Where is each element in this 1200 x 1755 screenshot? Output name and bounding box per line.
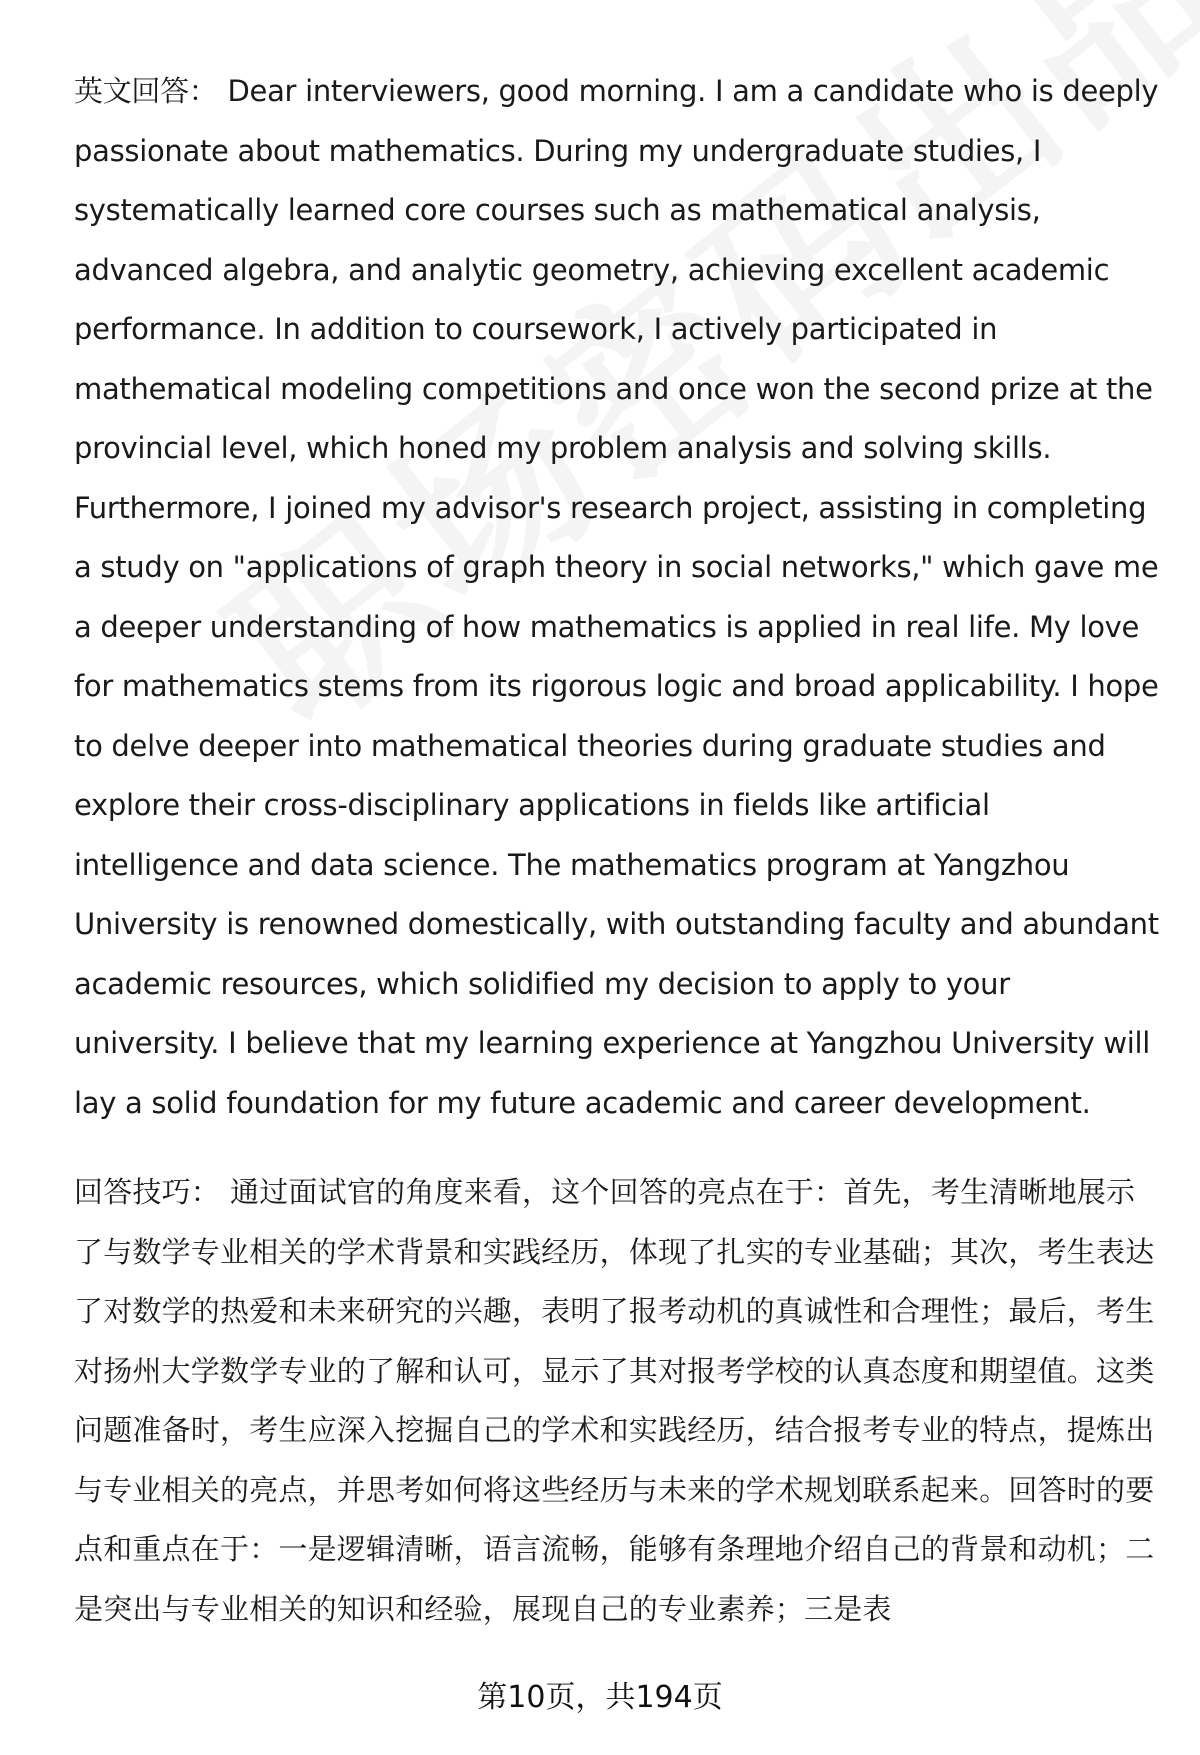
answer-tips-paragraph [74,1163,1160,1639]
answer-tips-text: 通过面试官的角度来看，这个回答的亮点在于：首先，考生清晰地展示了与数学专业相关的学术背景和实践经历，体现了扎实的专业基础；其次，考生表达了对数学的热爱和未来研究的兴趣，表明了报考动机的真诚性和合理性；最后，考生对扬州大学数学专业的了解和认可，显示了其对报考学校的认真态度和期望值。这类问题准备时，考生应深入挖掘自己的学术和实践经历，结合报考专业的特点，提炼出与专业相关的亮点，并思考如何将这些经历与未来的学术规划联系起来。回答时的要点和重点在于：一是逻辑清晰，语言流畅，能够有条理地介绍自己的背景和动机；二是突出与专业相关的知识和经验，展现自己的专业素养；三是表 [74,1175,1155,1626]
english-answer-label: 英文回答： [74,74,218,108]
page-number-footer: 第10页，共194页 [477,1680,723,1715]
english-answer-text: Dear interviewers, good morning. I am a candidate who is deeply passionate about mathematics. During my undergraduate studies, I systematically learned core courses such as mathematical analysis, advanced algebra, and analytic geometry, achieving excellent academic performance. In addition to coursework, I actively participated in mathematical modeling competitions and once won the second prize at the provincial level, which honed my problem analysis and solving skills. Furthermore, I joined my advisor's research project, assisting in completing a study on "applications of graph theory in social networks," which gave me a deeper understanding of how mathematics is applied in real life. My love for mathematics stems from its rigorous logic and broad applicability. I hope to delve deeper into mathematical theories during graduate studies and explore their cross-disciplinary applications in fields like artificial intelligence and data science. The mathematics program at Yangzhou University is renowned domestically, with outstanding faculty and abundant academic resources, which solidified my decision to apply to your university. I believe that my learning experience at Yangzhou University will lay a solid foundation for my future academic and career development. [74,74,1159,1120]
english-answer-paragraph [74,62,1160,1133]
answer-tips-label: 回答技巧： [74,1175,221,1209]
